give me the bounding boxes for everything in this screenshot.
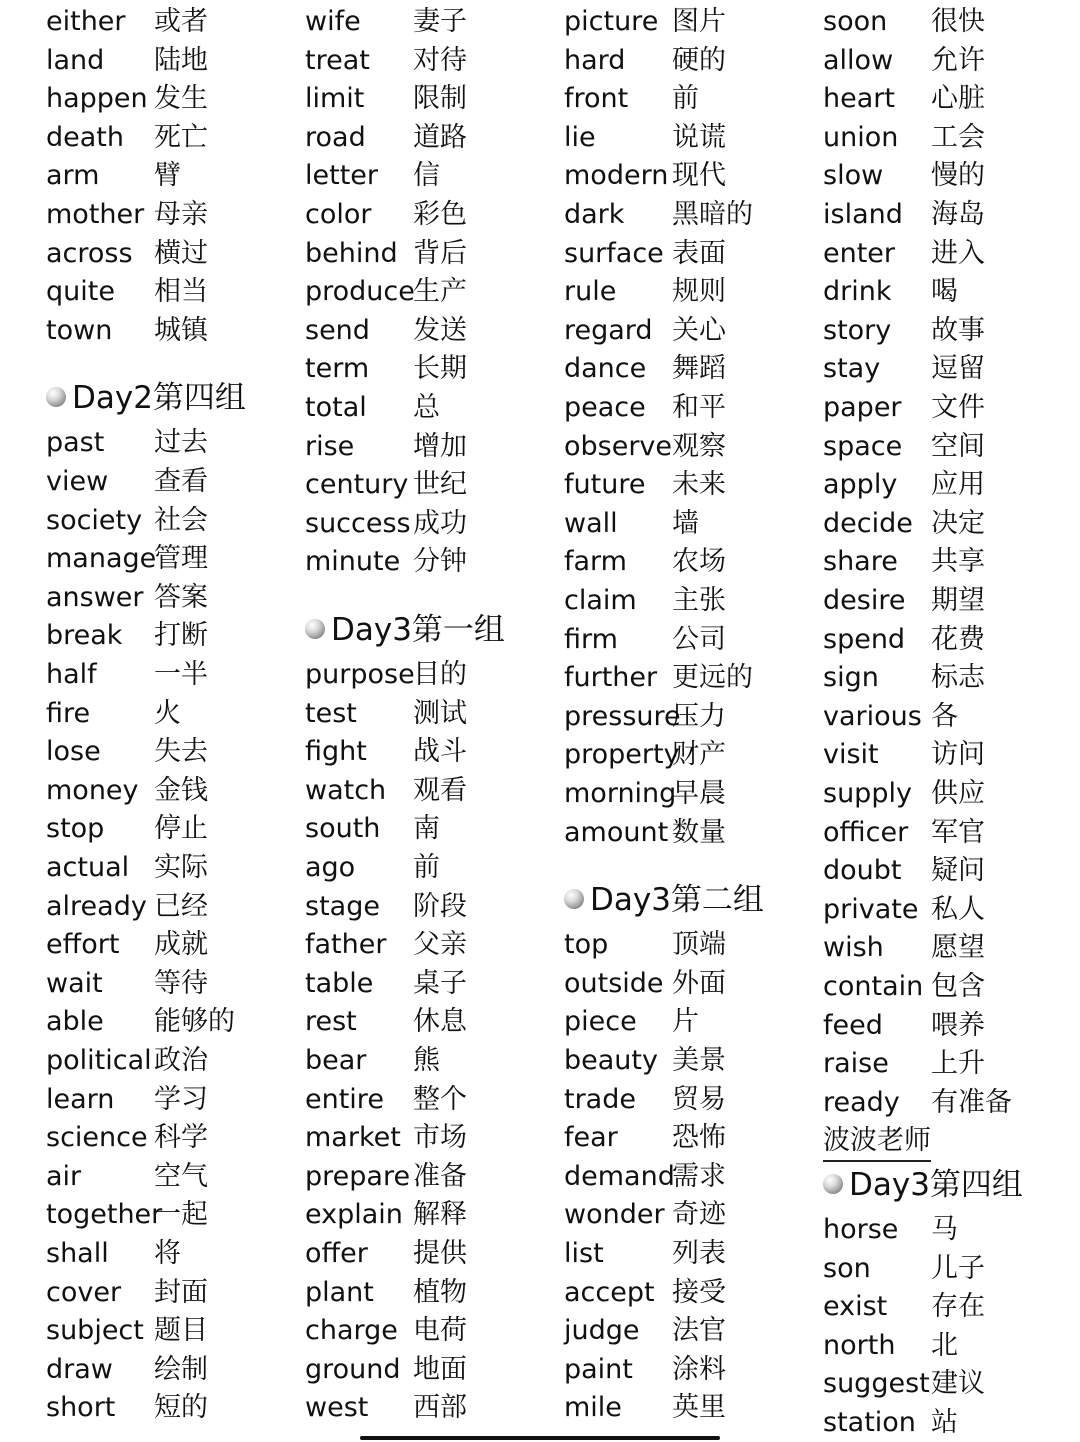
english-word: list (564, 1238, 604, 1269)
english-word: dance (564, 353, 647, 385)
english-word: feed (823, 1009, 883, 1041)
english-word: apply (823, 469, 898, 501)
english-word: bear (305, 1045, 367, 1076)
english-word: future (564, 469, 646, 501)
chinese-meaning: 植物 (413, 1276, 467, 1308)
english-word: learn (46, 1083, 115, 1115)
chinese-meaning: 很快 (931, 6, 985, 37)
english-word: share (823, 546, 898, 578)
chinese-meaning: 信 (413, 160, 440, 192)
english-word: wall (564, 507, 618, 539)
english-word: behind (305, 237, 398, 269)
chinese-meaning: 观察 (672, 430, 726, 462)
chinese-meaning: 进入 (931, 237, 985, 269)
chinese-meaning: 火 (154, 697, 181, 729)
chinese-meaning: 世纪 (413, 469, 467, 501)
english-word: prepare (305, 1160, 411, 1192)
english-word: stop (46, 813, 105, 845)
english-word: purpose (305, 659, 415, 690)
english-word: soon (823, 6, 888, 37)
english-word: color (305, 199, 372, 230)
chinese-meaning: 将 (154, 1238, 181, 1269)
chinese-meaning: 彩色 (413, 199, 467, 230)
chinese-meaning: 空气 (154, 1160, 208, 1192)
chinese-meaning: 花费 (931, 623, 985, 655)
chinese-meaning: 成就 (154, 929, 208, 961)
chinese-meaning: 阶段 (413, 890, 467, 922)
chinese-meaning: 现代 (672, 160, 726, 192)
chinese-meaning: 城镇 (154, 314, 208, 346)
chinese-meaning: 工会 (931, 121, 985, 153)
english-word: union (823, 121, 899, 153)
english-word: fight (305, 736, 367, 768)
english-word: total (305, 392, 367, 423)
group-heading (46, 376, 246, 420)
chinese-meaning: 熊 (413, 1045, 440, 1076)
english-word: story (823, 314, 892, 346)
english-word: north (823, 1329, 896, 1361)
chinese-meaning: 增加 (413, 430, 467, 462)
chinese-meaning: 相当 (154, 276, 208, 308)
chinese-meaning: 和平 (672, 392, 726, 423)
english-word: cover (46, 1276, 122, 1308)
english-word: watch (305, 774, 387, 806)
english-word: charge (305, 1315, 398, 1347)
english-word: effort (46, 929, 120, 961)
english-word: supply (823, 778, 912, 809)
chinese-meaning: 法官 (672, 1315, 726, 1347)
chinese-meaning: 前 (672, 83, 699, 115)
english-word: shall (46, 1238, 109, 1269)
english-word: hard (564, 44, 626, 76)
chinese-meaning: 未来 (672, 469, 726, 501)
english-word: land (46, 44, 105, 76)
chinese-meaning: 北 (931, 1329, 958, 1361)
english-word: letter (305, 160, 378, 192)
chinese-meaning: 表面 (672, 237, 726, 269)
chinese-meaning: 逗留 (931, 353, 985, 385)
chinese-meaning: 访问 (931, 739, 985, 771)
english-word: mother (46, 199, 145, 230)
chinese-meaning: 电荷 (413, 1315, 467, 1347)
chinese-meaning: 实际 (154, 852, 208, 883)
chinese-meaning: 测试 (413, 697, 467, 729)
english-word: further (564, 662, 658, 694)
chinese-meaning: 限制 (413, 83, 467, 115)
vocab-column-4 (823, 0, 1078, 1440)
english-word: father (305, 929, 387, 961)
english-word: stage (305, 890, 380, 922)
english-word: table (305, 967, 374, 999)
english-word: trade (564, 1083, 636, 1115)
chinese-meaning: 美景 (672, 1045, 726, 1076)
chinese-meaning: 财产 (672, 739, 726, 771)
chinese-meaning: 包含 (931, 971, 985, 1002)
english-word: term (305, 353, 370, 385)
english-word: view (46, 466, 109, 497)
english-word: subject (46, 1315, 144, 1347)
chinese-meaning: 对待 (413, 44, 467, 76)
chinese-meaning: 一起 (154, 1199, 208, 1231)
english-word: explain (305, 1199, 403, 1231)
english-word: minute (305, 546, 401, 578)
chinese-meaning: 恐怖 (672, 1122, 726, 1154)
english-word: break (46, 620, 123, 652)
vocab-column-2 (305, 0, 560, 1440)
english-word: across (46, 237, 133, 269)
chinese-meaning: 存在 (931, 1291, 985, 1323)
english-word: dark (564, 199, 625, 230)
english-word: ago (305, 852, 356, 883)
chinese-meaning: 决定 (931, 507, 985, 539)
english-word: test (305, 697, 357, 729)
english-word: stay (823, 353, 881, 385)
english-word: quite (46, 276, 115, 308)
english-word: space (823, 430, 903, 462)
english-word: amount (564, 816, 669, 848)
chinese-meaning: 解释 (413, 1199, 467, 1231)
chinese-meaning: 死亡 (154, 121, 208, 153)
chinese-meaning: 政治 (154, 1045, 208, 1076)
english-word: morning (564, 778, 677, 809)
english-word: century (305, 469, 409, 501)
chinese-meaning: 准备 (413, 1160, 467, 1192)
english-word: rule (564, 276, 617, 308)
chinese-meaning: 有准备 (931, 1086, 1012, 1118)
chinese-meaning: 能够的 (154, 1006, 235, 1038)
group-heading (823, 1163, 1023, 1207)
english-word: short (46, 1392, 116, 1424)
english-word: society (46, 504, 143, 536)
chinese-meaning: 压力 (672, 700, 726, 732)
group-heading-text: Day2第四组 (72, 380, 246, 417)
chinese-meaning: 陆地 (154, 44, 208, 76)
english-word: enter (823, 237, 896, 269)
chinese-meaning: 生产 (413, 276, 467, 308)
english-word: slow (823, 160, 884, 192)
english-word: property (564, 739, 680, 771)
chinese-meaning: 主张 (672, 585, 726, 616)
english-word: treat (305, 44, 370, 76)
english-word: town (46, 314, 113, 346)
english-word: modern (564, 160, 669, 192)
home-indicator (360, 1436, 720, 1440)
chinese-meaning: 目的 (413, 659, 467, 690)
chinese-meaning: 农场 (672, 546, 726, 578)
chinese-meaning: 规则 (672, 276, 726, 308)
chinese-meaning: 奇迹 (672, 1199, 726, 1231)
chinese-meaning: 成功 (413, 507, 467, 539)
english-word: limit (305, 83, 365, 115)
chinese-meaning: 休息 (413, 1006, 467, 1038)
chinese-meaning: 横过 (154, 237, 208, 269)
english-word: wonder (564, 1199, 665, 1231)
chinese-meaning: 贸易 (672, 1083, 726, 1115)
pearl-bullet-icon (46, 387, 66, 407)
chinese-meaning: 允许 (931, 44, 985, 76)
english-word: top (564, 929, 609, 961)
english-word: offer (305, 1238, 368, 1269)
english-word: either (46, 6, 126, 37)
chinese-meaning: 硬的 (672, 44, 726, 76)
english-word: regard (564, 314, 653, 346)
chinese-meaning: 上升 (931, 1048, 985, 1080)
chinese-meaning: 总 (413, 392, 440, 423)
chinese-meaning: 应用 (931, 469, 985, 501)
chinese-meaning: 心脏 (931, 83, 985, 115)
chinese-meaning: 早晨 (672, 778, 726, 809)
english-word: paper (823, 392, 902, 423)
english-word: island (823, 199, 903, 230)
english-word: able (46, 1006, 104, 1038)
english-word: spend (823, 623, 906, 655)
chinese-meaning: 故事 (931, 314, 985, 346)
english-word: decide (823, 507, 913, 539)
english-word: observe (564, 430, 673, 462)
group-heading (305, 608, 505, 652)
english-word: actual (46, 852, 130, 883)
chinese-meaning: 打断 (154, 620, 208, 652)
group-heading (564, 878, 764, 922)
english-word: outside (564, 967, 664, 999)
english-word: produce (305, 276, 415, 308)
chinese-meaning: 道路 (413, 121, 467, 153)
chinese-meaning: 英里 (672, 1392, 726, 1424)
english-word: son (823, 1252, 871, 1284)
chinese-meaning: 喂养 (931, 1009, 985, 1041)
english-word: already (46, 890, 147, 922)
english-word: visit (823, 739, 879, 771)
english-word: arm (46, 160, 100, 192)
chinese-meaning: 供应 (931, 778, 985, 809)
english-word: various (823, 700, 922, 732)
chinese-meaning: 共享 (931, 546, 985, 578)
english-word: doubt (823, 855, 902, 887)
chinese-meaning: 舞蹈 (672, 353, 726, 385)
english-word: half (46, 659, 97, 690)
english-word: ready (823, 1086, 900, 1118)
chinese-meaning: 金钱 (154, 774, 208, 806)
pearl-bullet-icon (564, 889, 584, 909)
chinese-meaning: 科学 (154, 1122, 208, 1154)
teacher-signature: 波波老师 (823, 1122, 931, 1162)
english-word: picture (564, 6, 659, 37)
english-word: market (305, 1122, 401, 1154)
english-word: fire (46, 697, 91, 729)
chinese-meaning: 战斗 (413, 736, 467, 768)
chinese-meaning: 臂 (154, 160, 181, 192)
english-word: fear (564, 1122, 618, 1154)
english-word: air (46, 1160, 82, 1192)
chinese-meaning: 空间 (931, 430, 985, 462)
chinese-meaning: 期望 (931, 585, 985, 616)
chinese-meaning: 愿望 (931, 932, 985, 964)
english-word: wait (46, 967, 103, 999)
chinese-meaning: 发送 (413, 314, 467, 346)
chinese-meaning: 封面 (154, 1276, 208, 1308)
chinese-meaning: 查看 (154, 466, 208, 497)
english-word: wife (305, 6, 361, 37)
english-word: wish (823, 932, 884, 964)
chinese-meaning: 文件 (931, 392, 985, 423)
english-word: officer (823, 816, 909, 848)
chinese-meaning: 答案 (154, 581, 208, 613)
chinese-meaning: 涂料 (672, 1353, 726, 1385)
english-word: draw (46, 1353, 113, 1385)
chinese-meaning: 外面 (672, 967, 726, 999)
english-word: plant (305, 1276, 374, 1308)
chinese-meaning: 提供 (413, 1238, 467, 1269)
chinese-meaning: 疑问 (931, 855, 985, 887)
chinese-meaning: 更远的 (672, 662, 753, 694)
chinese-meaning: 儿子 (931, 1252, 985, 1284)
english-word: surface (564, 237, 664, 269)
chinese-meaning: 说谎 (672, 121, 726, 153)
chinese-meaning: 军官 (931, 816, 985, 848)
english-word: farm (564, 546, 627, 578)
english-word: piece (564, 1006, 637, 1038)
english-word: death (46, 121, 124, 153)
english-word: manage (46, 543, 157, 575)
chinese-meaning: 南 (413, 813, 440, 845)
chinese-meaning: 等待 (154, 967, 208, 999)
chinese-meaning: 海岛 (931, 199, 985, 230)
english-word: firm (564, 623, 618, 655)
chinese-meaning: 马 (931, 1214, 958, 1245)
chinese-meaning: 妻子 (413, 6, 467, 37)
english-word: front (564, 83, 629, 115)
chinese-meaning: 管理 (154, 543, 208, 575)
english-word: science (46, 1122, 148, 1154)
chinese-meaning: 一半 (154, 659, 208, 690)
chinese-meaning: 各 (931, 700, 958, 732)
chinese-meaning: 短的 (154, 1392, 208, 1424)
english-word: answer (46, 581, 144, 613)
english-word: suggest (823, 1368, 930, 1400)
vocab-column-3 (564, 0, 819, 1440)
english-word: exist (823, 1291, 888, 1323)
chinese-meaning: 市场 (413, 1122, 467, 1154)
chinese-meaning: 建议 (931, 1368, 985, 1400)
pearl-bullet-icon (823, 1174, 843, 1194)
english-word: horse (823, 1214, 899, 1245)
english-word: road (305, 121, 366, 153)
chinese-meaning: 图片 (672, 6, 726, 37)
english-word: contain (823, 971, 924, 1002)
chinese-meaning: 发生 (154, 83, 208, 115)
group-heading-text: Day3第一组 (331, 612, 505, 648)
chinese-meaning: 接受 (672, 1276, 726, 1308)
english-word: ground (305, 1353, 401, 1385)
chinese-meaning: 父亲 (413, 929, 467, 961)
english-word: west (305, 1392, 369, 1424)
chinese-meaning: 慢的 (931, 160, 985, 192)
english-word: accept (564, 1276, 655, 1308)
english-word: beauty (564, 1045, 658, 1076)
chinese-meaning: 数量 (672, 816, 726, 848)
chinese-meaning: 标志 (931, 662, 985, 694)
chinese-meaning: 整个 (413, 1083, 467, 1115)
english-word: heart (823, 83, 895, 115)
english-word: claim (564, 585, 637, 616)
chinese-meaning: 题目 (154, 1315, 208, 1347)
english-word: success (305, 507, 411, 539)
english-word: past (46, 427, 105, 459)
english-word: station (823, 1407, 916, 1438)
english-word: entire (305, 1083, 384, 1115)
english-word: judge (564, 1315, 640, 1347)
english-word: lose (46, 736, 101, 768)
english-word: money (46, 774, 139, 806)
chinese-meaning: 社会 (154, 504, 208, 536)
chinese-meaning: 前 (413, 852, 440, 883)
chinese-meaning: 母亲 (154, 199, 208, 230)
english-word: demand (564, 1160, 675, 1192)
english-word: happen (46, 83, 148, 115)
english-word: paint (564, 1353, 633, 1385)
vocab-column-1 (46, 0, 301, 1440)
chinese-meaning: 观看 (413, 774, 467, 806)
chinese-meaning: 或者 (154, 6, 208, 37)
english-word: peace (564, 392, 646, 423)
chinese-meaning: 地面 (413, 1353, 467, 1385)
chinese-meaning: 私人 (931, 893, 985, 925)
english-word: political (46, 1045, 152, 1076)
chinese-meaning: 失去 (154, 736, 208, 768)
chinese-meaning: 停止 (154, 813, 208, 845)
chinese-meaning: 过去 (154, 427, 208, 459)
chinese-meaning: 片 (672, 1006, 699, 1038)
english-word: lie (564, 121, 596, 153)
chinese-meaning: 公司 (672, 623, 726, 655)
english-word: send (305, 314, 370, 346)
english-word: rest (305, 1006, 357, 1038)
english-word: rise (305, 430, 355, 462)
chinese-meaning: 顶端 (672, 929, 726, 961)
chinese-meaning: 喝 (931, 276, 958, 308)
chinese-meaning: 学习 (154, 1083, 208, 1115)
english-word: pressure (564, 700, 681, 732)
english-word: allow (823, 44, 894, 76)
chinese-meaning: 绘制 (154, 1353, 208, 1385)
chinese-meaning: 背后 (413, 237, 467, 269)
english-word: south (305, 813, 381, 845)
chinese-meaning: 桌子 (413, 967, 467, 999)
chinese-meaning: 关心 (672, 314, 726, 346)
english-word: drink (823, 276, 892, 308)
chinese-meaning: 黑暗的 (672, 199, 753, 230)
group-heading-text: Day3第二组 (590, 882, 764, 919)
english-word: desire (823, 585, 906, 616)
chinese-meaning: 墙 (672, 507, 699, 539)
group-heading-text: Day3第四组 (849, 1167, 1023, 1203)
chinese-meaning: 需求 (672, 1160, 726, 1192)
chinese-meaning: 西部 (413, 1392, 467, 1424)
chinese-meaning: 站 (931, 1407, 958, 1438)
english-word: sign (823, 662, 879, 694)
chinese-meaning: 长期 (413, 353, 467, 385)
english-word: together (46, 1199, 163, 1231)
english-word: private (823, 893, 919, 925)
chinese-meaning: 分钟 (413, 546, 467, 578)
pearl-bullet-icon (305, 619, 325, 639)
english-word: raise (823, 1048, 889, 1080)
chinese-meaning: 列表 (672, 1238, 726, 1269)
chinese-meaning: 已经 (154, 890, 208, 922)
english-word: mile (564, 1392, 622, 1424)
